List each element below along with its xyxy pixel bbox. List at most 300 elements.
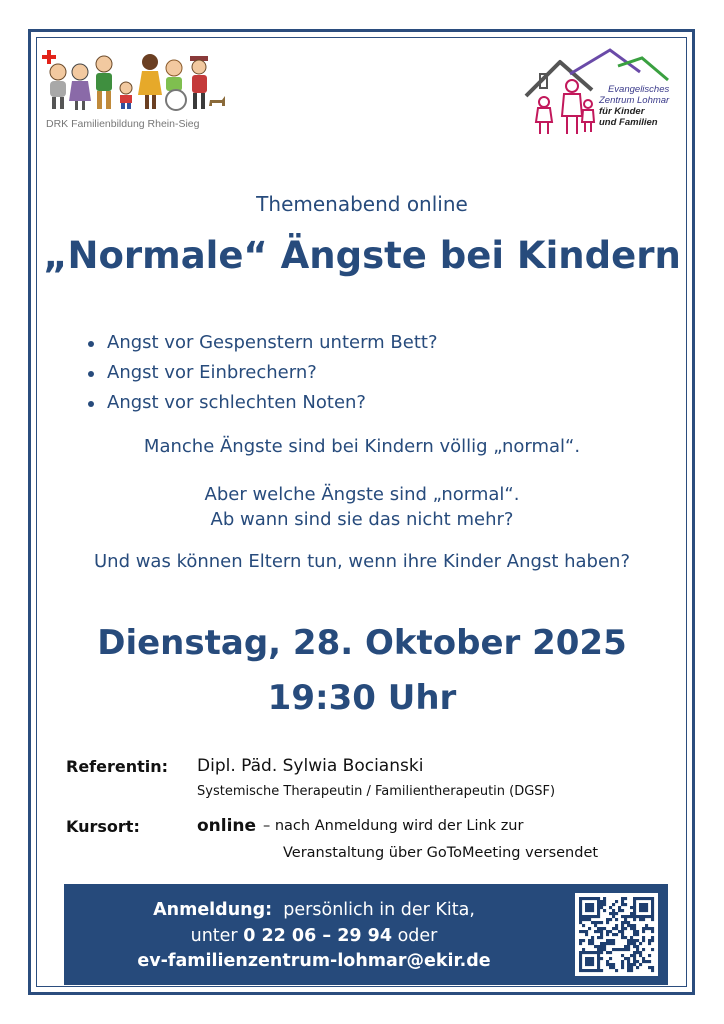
ez-line-3: für Kinder <box>599 106 645 117</box>
qr-module <box>618 906 621 909</box>
qr-module <box>645 906 648 909</box>
registration-method: persönlich in der Kita, <box>283 900 475 920</box>
qr-module <box>645 960 648 963</box>
qr-module <box>627 921 630 924</box>
qr-module <box>636 933 639 936</box>
qr-module <box>597 915 600 918</box>
qr-module <box>630 942 633 945</box>
qr-module <box>621 924 624 927</box>
qr-module <box>615 933 618 936</box>
qr-module <box>648 942 651 945</box>
qr-module <box>582 897 585 900</box>
registration-suffix: oder <box>397 926 438 946</box>
qr-module <box>597 960 600 963</box>
qr-module <box>633 897 636 900</box>
qr-module <box>621 954 624 957</box>
qr-module <box>621 948 624 951</box>
qr-module <box>588 903 591 906</box>
qr-module <box>648 927 651 930</box>
qr-module <box>642 897 645 900</box>
qr-module <box>582 939 585 942</box>
qr-module <box>603 927 606 930</box>
ez-line-2: Zentrum Lohmar <box>599 95 670 106</box>
qr-module <box>606 963 609 966</box>
qr-module <box>603 897 606 900</box>
qr-module <box>633 957 636 960</box>
qr-module <box>627 960 630 963</box>
qr-module <box>606 933 609 936</box>
qr-module <box>615 918 618 921</box>
qr-module <box>621 903 624 906</box>
qr-module <box>621 927 624 930</box>
qr-module <box>624 945 627 948</box>
qr-module <box>609 918 612 921</box>
qr-module <box>597 957 600 960</box>
qr-module <box>633 909 636 912</box>
qr-module <box>603 900 606 903</box>
qr-module <box>600 927 603 930</box>
qr-module <box>627 966 630 969</box>
qr-module <box>582 915 585 918</box>
qr-module <box>612 927 615 930</box>
qr-module <box>597 936 600 939</box>
qr-module <box>648 939 651 942</box>
qr-module <box>597 951 600 954</box>
qr-module <box>639 963 642 966</box>
qr-module <box>621 900 624 903</box>
qr-module <box>627 948 630 951</box>
qr-module <box>627 963 630 966</box>
event-time: 19:30 Uhr <box>267 678 457 718</box>
qr-module <box>645 927 648 930</box>
qr-module <box>579 963 582 966</box>
qr-module <box>594 921 597 924</box>
list-item: Angst vor Einbrechern? <box>85 358 438 388</box>
qr-module <box>642 918 645 921</box>
qr-module <box>588 963 591 966</box>
qr-module <box>597 963 600 966</box>
referentin-name: Dipl. Päd. Sylwia Bocianski <box>197 756 424 776</box>
qr-module <box>648 954 651 957</box>
qr-module <box>588 951 591 954</box>
qr-module <box>579 954 582 957</box>
qr-module <box>609 930 612 933</box>
qr-module <box>612 963 615 966</box>
qr-module <box>633 927 636 930</box>
qr-module <box>588 915 591 918</box>
qr-module <box>642 909 645 912</box>
ez-logo-text <box>599 84 669 128</box>
qr-module <box>624 948 627 951</box>
qr-module <box>633 903 636 906</box>
qr-module <box>630 906 633 909</box>
qr-module <box>600 951 603 954</box>
qr-module <box>594 945 597 948</box>
qr-module <box>606 960 609 963</box>
qr-module <box>639 954 642 957</box>
qr-module <box>597 903 600 906</box>
qr-module <box>600 933 603 936</box>
qr-module <box>597 906 600 909</box>
qr-module <box>597 954 600 957</box>
qr-module <box>606 942 609 945</box>
qr-module <box>642 939 645 942</box>
qr-module <box>591 939 594 942</box>
qr-module <box>585 933 588 936</box>
qr-module <box>615 924 618 927</box>
qr-module <box>651 918 654 921</box>
referentin-title: Systemische Therapeutin / Familientherapeutin (DGSF) <box>197 784 556 799</box>
qr-module <box>591 906 594 909</box>
qr-module <box>639 951 642 954</box>
qr-module <box>591 942 594 945</box>
qr-module <box>609 966 612 969</box>
qr-module <box>582 918 585 921</box>
qr-module <box>612 942 615 945</box>
qr-module <box>600 948 603 951</box>
qr-module <box>642 903 645 906</box>
qr-module <box>588 969 591 972</box>
qr-module <box>585 906 588 909</box>
qr-module <box>585 915 588 918</box>
qr-module <box>645 903 648 906</box>
qr-module <box>612 915 615 918</box>
qr-module <box>651 927 654 930</box>
qr-module <box>636 966 639 969</box>
qr-module <box>591 969 594 972</box>
qr-module <box>600 906 603 909</box>
qr-module <box>585 918 588 921</box>
qr-module <box>600 936 603 939</box>
red-cross-icon <box>42 50 56 64</box>
qr-module <box>636 948 639 951</box>
qr-module <box>597 927 600 930</box>
qr-module <box>603 909 606 912</box>
qr-module <box>597 966 600 969</box>
family-figures-icon <box>42 50 242 114</box>
qr-module <box>651 948 654 951</box>
qr-module <box>651 912 654 915</box>
kursort-value: online <box>197 816 257 836</box>
qr-module <box>627 915 630 918</box>
qr-module <box>621 933 624 936</box>
qr-module <box>612 912 615 915</box>
qr-module <box>636 930 639 933</box>
qr-module <box>624 903 627 906</box>
qr-module <box>630 954 633 957</box>
ez-line-4: und Familien <box>599 117 658 128</box>
qr-module <box>588 897 591 900</box>
qr-module <box>627 942 630 945</box>
qr-module <box>651 969 654 972</box>
qr-module <box>648 897 651 900</box>
question-list <box>85 328 438 418</box>
qr-module <box>612 903 615 906</box>
qr-module <box>624 915 627 918</box>
qr-module <box>642 957 645 960</box>
event-date: Dienstag, 28. Oktober 2025 <box>97 623 627 663</box>
qr-module <box>630 936 633 939</box>
qr-module <box>594 930 597 933</box>
paragraph-line: Ab wann sind sie das nicht mehr? <box>210 509 514 530</box>
qr-module <box>624 897 627 900</box>
phone-number[interactable]: 0 22 06 – 29 94 <box>243 926 393 946</box>
qr-module <box>579 942 582 945</box>
qr-module <box>639 903 642 906</box>
qr-module <box>633 951 636 954</box>
qr-module <box>585 960 588 963</box>
qr-module <box>636 960 639 963</box>
qr-module <box>642 906 645 909</box>
qr-module <box>579 966 582 969</box>
qr-module <box>594 924 597 927</box>
qr-module <box>579 969 582 972</box>
qr-module <box>585 909 588 912</box>
qr-module <box>606 921 609 924</box>
qr-module <box>579 930 582 933</box>
qr-module <box>579 912 582 915</box>
qr-module <box>579 951 582 954</box>
kursort-label: Kursort: <box>66 817 140 836</box>
paragraph-normal-fears: Manche Ängste sind bei Kindern völlig „normal“. <box>143 436 581 457</box>
qr-module <box>603 942 606 945</box>
qr-module <box>609 906 612 909</box>
qr-module <box>630 966 633 969</box>
qr-module <box>621 966 624 969</box>
qr-module <box>651 909 654 912</box>
qr-module <box>642 915 645 918</box>
qr-module <box>606 918 609 921</box>
qr-module <box>591 936 594 939</box>
qr-module <box>645 897 648 900</box>
paragraph-parents: Und was können Eltern tun, wenn ihre Kinder Angst haben? <box>93 551 631 572</box>
qr-module <box>582 948 585 951</box>
qr-module <box>600 930 603 933</box>
qr-module <box>603 945 606 948</box>
qr-module <box>612 933 615 936</box>
qr-module <box>582 930 585 933</box>
qr-module <box>651 897 654 900</box>
qr-module <box>597 909 600 912</box>
qr-module <box>633 939 636 942</box>
qr-code[interactable] <box>575 893 658 976</box>
qr-module <box>633 924 636 927</box>
qr-module <box>642 930 645 933</box>
qr-module <box>588 939 591 942</box>
qr-module <box>651 930 654 933</box>
qr-module <box>579 960 582 963</box>
qr-module <box>633 963 636 966</box>
paragraph-which-fears <box>0 482 724 532</box>
qr-code-icon <box>575 893 658 976</box>
qr-module <box>585 969 588 972</box>
qr-module <box>597 921 600 924</box>
qr-module <box>600 969 603 972</box>
qr-module <box>585 930 588 933</box>
qr-module <box>636 939 639 942</box>
qr-module <box>588 927 591 930</box>
qr-module <box>615 969 618 972</box>
qr-module <box>642 927 645 930</box>
qr-module <box>615 927 618 930</box>
qr-module <box>579 909 582 912</box>
qr-module <box>579 939 582 942</box>
qr-module <box>579 900 582 903</box>
qr-module <box>651 915 654 918</box>
qr-module <box>621 930 624 933</box>
qr-module <box>597 948 600 951</box>
qr-module <box>591 963 594 966</box>
qr-module <box>624 936 627 939</box>
qr-module <box>630 924 633 927</box>
ez-line-1: Evangelisches <box>607 84 670 95</box>
qr-module <box>603 948 606 951</box>
qr-module <box>594 897 597 900</box>
qr-module <box>585 897 588 900</box>
qr-module <box>594 915 597 918</box>
qr-module <box>582 951 585 954</box>
qr-module <box>642 948 645 951</box>
qr-module <box>588 960 591 963</box>
qr-module <box>642 936 645 939</box>
qr-module <box>633 954 636 957</box>
qr-module <box>597 945 600 948</box>
ez-lohmar-logo <box>522 44 697 144</box>
qr-module <box>648 915 651 918</box>
qr-module <box>621 915 624 918</box>
qr-module <box>621 963 624 966</box>
drk-logo-text: DRK Familienbildung Rhein-Sieg <box>46 118 200 130</box>
page-title: „Normale“ Ängste bei Kindern <box>43 234 681 277</box>
qr-module <box>609 963 612 966</box>
qr-module <box>588 918 591 921</box>
qr-module <box>621 936 624 939</box>
qr-module <box>633 918 636 921</box>
qr-module <box>618 948 621 951</box>
qr-module <box>591 957 594 960</box>
qr-module <box>615 912 618 915</box>
qr-module <box>579 897 582 900</box>
qr-module <box>606 930 609 933</box>
qr-module <box>612 948 615 951</box>
qr-module <box>603 903 606 906</box>
qr-module <box>588 957 591 960</box>
qr-module <box>582 969 585 972</box>
registration-box <box>64 884 668 985</box>
qr-module <box>609 951 612 954</box>
qr-module <box>600 903 603 906</box>
qr-module <box>621 909 624 912</box>
qr-module <box>606 939 609 942</box>
qr-module <box>600 900 603 903</box>
qr-module <box>633 900 636 903</box>
qr-module <box>609 942 612 945</box>
qr-module <box>648 966 651 969</box>
qr-module <box>633 906 636 909</box>
qr-module <box>594 951 597 954</box>
qr-module <box>633 930 636 933</box>
qr-module <box>630 969 633 972</box>
kursort-note: – nach Anmeldung wird der Link zur <box>263 818 524 834</box>
qr-module <box>624 957 627 960</box>
qr-module <box>630 912 633 915</box>
qr-module <box>636 945 639 948</box>
qr-module <box>591 915 594 918</box>
qr-module <box>597 912 600 915</box>
qr-module <box>579 903 582 906</box>
qr-module <box>579 915 582 918</box>
qr-module <box>579 906 582 909</box>
list-item: Angst vor schlechten Noten? <box>85 388 438 418</box>
qr-module <box>651 906 654 909</box>
qr-module <box>636 897 639 900</box>
qr-module <box>594 969 597 972</box>
qr-module <box>651 939 654 942</box>
qr-module <box>615 948 618 951</box>
qr-module <box>645 909 648 912</box>
qr-module <box>615 900 618 903</box>
qr-module <box>624 918 627 921</box>
qr-module <box>633 912 636 915</box>
email-link[interactable]: ev-familienzentrum-lohmar@ekir.de <box>137 951 491 971</box>
qr-module <box>588 909 591 912</box>
qr-module <box>582 924 585 927</box>
qr-module <box>621 960 624 963</box>
qr-module <box>579 921 582 924</box>
qr-module <box>633 945 636 948</box>
qr-module <box>597 930 600 933</box>
qr-module <box>600 945 603 948</box>
qr-module <box>651 936 654 939</box>
qr-module <box>627 939 630 942</box>
qr-module <box>597 969 600 972</box>
qr-module <box>627 969 630 972</box>
qr-module <box>591 897 594 900</box>
qr-module <box>630 939 633 942</box>
qr-module <box>624 927 627 930</box>
qr-module <box>591 921 594 924</box>
qr-module <box>633 933 636 936</box>
qr-module <box>639 906 642 909</box>
qr-module <box>633 942 636 945</box>
qr-module <box>621 921 624 924</box>
qr-module <box>642 960 645 963</box>
qr-module <box>645 915 648 918</box>
qr-module <box>636 951 639 954</box>
qr-module <box>648 960 651 963</box>
qr-module <box>624 921 627 924</box>
qr-module <box>627 945 630 948</box>
qr-module <box>612 939 615 942</box>
qr-module <box>609 939 612 942</box>
qr-module <box>639 918 642 921</box>
qr-module <box>639 915 642 918</box>
qr-module <box>627 924 630 927</box>
qr-module <box>609 957 612 960</box>
qr-module <box>600 957 603 960</box>
qr-module <box>585 957 588 960</box>
qr-module <box>627 957 630 960</box>
qr-module <box>597 900 600 903</box>
qr-module <box>600 921 603 924</box>
qr-module <box>579 918 582 921</box>
qr-module <box>588 942 591 945</box>
qr-module <box>651 900 654 903</box>
qr-module <box>651 966 654 969</box>
registration-line-1 <box>64 900 564 920</box>
qr-module <box>633 960 636 963</box>
drk-logo <box>42 50 242 140</box>
